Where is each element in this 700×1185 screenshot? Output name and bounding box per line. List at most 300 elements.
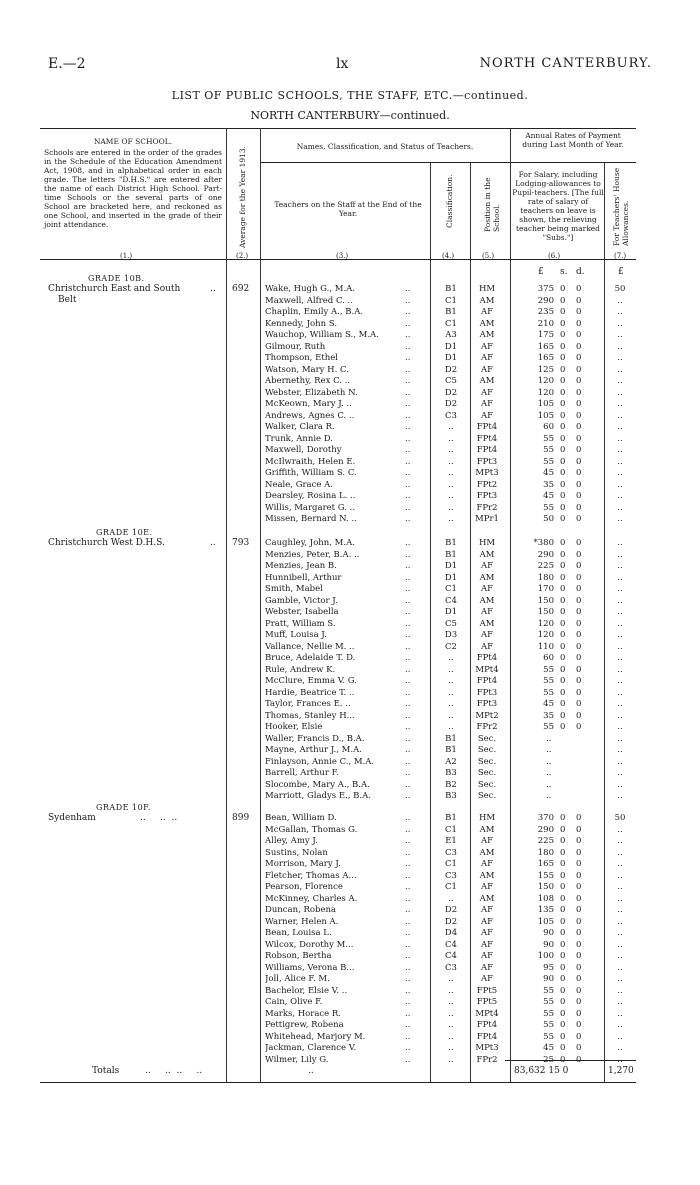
salary-part: 165 [537, 353, 554, 363]
salary-part: 0 [576, 836, 582, 846]
teacher-position: AM [479, 893, 495, 904]
salary-part: 0 [560, 939, 566, 950]
salary-part: 0 [560, 422, 566, 432]
grade-label: GRADE 10E. [96, 528, 153, 537]
teacher-name: Walker, Clara R. [265, 422, 335, 432]
table-row [0, 940, 700, 952]
salary-part: 55 [543, 445, 554, 455]
salary-part: 0 [560, 882, 566, 892]
teacher-house-allowance: .. [617, 514, 623, 524]
teacher-position: FPt5 [476, 997, 498, 1007]
salary-part: 0 [560, 468, 566, 478]
teacher-position: FPt4 [476, 653, 498, 663]
leader-dots: .. [405, 1054, 411, 1065]
teacher-position: FPt3 [476, 687, 498, 698]
teacher-name: Marriott, Gladys E., B.A. [265, 791, 371, 801]
leader-dots: .. [405, 641, 411, 652]
teacher-house-allowance: .. [617, 410, 623, 421]
salary-part: 55 [543, 664, 554, 675]
salary-part: 110 [537, 641, 554, 652]
col-num-7: (7.) [614, 252, 627, 260]
salary-part: 0 [576, 422, 582, 432]
teacher-house-allowance: .. [617, 722, 623, 732]
salary-part: 55 [543, 687, 554, 698]
salary-part: 0 [576, 641, 582, 652]
leader-dots: .. [405, 985, 411, 996]
salary-part: 0 [576, 962, 582, 973]
leader-dots: .. [405, 653, 411, 663]
teacher-house-allowance: .. [617, 364, 623, 375]
salary-part: 0 [560, 859, 566, 869]
teacher-position: Sec. [477, 745, 497, 755]
teacher-name: Gamble, Victor J. [265, 595, 338, 606]
teacher-name: Webster, Elizabeth N. [265, 387, 358, 398]
school-leader-dots: .. [210, 538, 216, 548]
teacher-house-allowance: .. [617, 756, 623, 767]
teacher-name: Pratt, William S. [265, 618, 336, 629]
salary-part: 0 [576, 433, 582, 444]
table-row [0, 307, 700, 319]
teacher-name: Hunnibell, Arthur [265, 572, 342, 583]
salary-part: 0 [576, 595, 582, 606]
leader-dots: .. [405, 491, 411, 501]
teacher-house-allowance: .. [617, 699, 623, 709]
table-row [0, 882, 700, 894]
teacher-name: Rule, Andrew K. [265, 664, 336, 675]
leader-dots: .. [405, 561, 411, 571]
teacher-house-allowance: .. [617, 376, 623, 386]
table-row [0, 825, 700, 837]
salary-part: 90 [543, 974, 554, 984]
school-name: Christchurch West D.H.S. [48, 538, 165, 548]
salary-part: 0 [560, 962, 566, 973]
teacher-name: Vallance, Nellie M. .. [265, 641, 355, 652]
table-row [0, 550, 700, 562]
salary-part: 0 [576, 653, 582, 663]
teacher-classification: .. [448, 710, 454, 721]
salary-part: 0 [576, 664, 582, 675]
table-row [0, 365, 700, 377]
teacher-name: Hardie, Beatrice T. .. [265, 687, 355, 698]
teacher-classification: .. [448, 985, 454, 996]
salary-part: 225 [537, 836, 554, 846]
salary-part: 60 [543, 653, 554, 663]
teacher-position: AF [480, 641, 494, 652]
table-row [0, 480, 700, 492]
table-row [0, 665, 700, 677]
salary-part: 225 [537, 561, 554, 571]
table-row [0, 457, 700, 469]
salary-part: 55 [543, 456, 554, 467]
salary-part: 120 [537, 376, 554, 386]
salary-part: 0 [560, 387, 566, 398]
salary-part: 0 [576, 893, 582, 904]
leader-dots: .. [405, 456, 411, 467]
page-number: lx [336, 56, 349, 72]
teacher-house-allowance: 50 [614, 284, 626, 294]
teacher-house-allowance: .. [617, 1020, 623, 1030]
teacher-classification: B3 [445, 768, 457, 778]
leader-dots: .. [405, 399, 411, 409]
school-leader-dots: .. .. .. [140, 813, 178, 823]
school-col-note: Schools are entered in the order of the grades in the Schedule of the Education Amendment Act, 1908, and in alphabetical order in each grade. The letters "D.H.S." are entered after the name of each District High School. Part-time Schools or the several parts of one School are bracketed here, and reckoned as one School, and inserted in the grade of their joint attendance. [44, 148, 222, 229]
salary-part: 0 [576, 997, 582, 1007]
table-row [0, 711, 700, 723]
salary-part: 0 [576, 618, 582, 629]
salary-part: 35 [543, 479, 554, 490]
salary-part: 0 [576, 330, 582, 340]
teacher-name: Taylor, Frances E. .. [265, 699, 351, 709]
leader-dots: .. [405, 295, 411, 306]
leader-dots: .. [405, 1020, 411, 1030]
teacher-name: Duncan, Robena [265, 905, 337, 915]
leader-dots: .. [405, 538, 411, 548]
teacher-name: Barrell, Arthur F. [265, 768, 339, 778]
teacher-position: FPt4 [476, 433, 498, 444]
teacher-classification: .. [448, 893, 454, 904]
teacher-house-allowance: .. [617, 341, 623, 352]
teacher-classification: A3 [445, 330, 457, 340]
teacher-name: McKinney, Charles A. [265, 893, 358, 904]
salary-part: 0 [560, 687, 566, 698]
teacher-name: Kennedy, John S. [265, 318, 338, 329]
salary-part: 0 [560, 699, 566, 709]
teacher-house-allowance: .. [617, 836, 623, 846]
table-row [0, 607, 700, 619]
salary-part: 0 [576, 410, 582, 421]
table-row [0, 997, 700, 1009]
salary-part: 0 [560, 479, 566, 490]
leader-dots: .. [405, 905, 411, 915]
teacher-name: Hooker, Elsie [265, 722, 323, 732]
annual-head-rule [510, 162, 636, 163]
salary-part: 55 [543, 1008, 554, 1019]
salary-part: 0 [576, 318, 582, 329]
leader-dots: .. [405, 962, 411, 973]
salary-part: 0 [560, 491, 566, 501]
page-section: NORTH CANTERBURY. [479, 56, 652, 71]
leader-dots: .. [405, 330, 411, 340]
leader-dots: .. [405, 549, 411, 560]
salary-part: 0 [576, 491, 582, 501]
table-row [0, 411, 700, 423]
salary-part: 0 [576, 387, 582, 398]
leader-dots: .. [405, 1031, 411, 1042]
salary-part: 210 [537, 318, 554, 329]
leader-dots: .. [405, 595, 411, 606]
salary-part: 0 [560, 985, 566, 996]
leader-dots: .. [405, 768, 411, 778]
table-row [0, 422, 700, 434]
teacher-house-allowance: .. [617, 1031, 623, 1042]
teacher-house-allowance: .. [617, 733, 623, 744]
teacher-position: AM [479, 595, 495, 606]
leader-dots: .. [405, 893, 411, 904]
house-col-head: For Teachers' House Allowances. [612, 167, 630, 246]
teacher-house-allowance: .. [617, 422, 623, 432]
teacher-classification: B1 [445, 733, 457, 744]
teacher-position: MPt3 [475, 1043, 499, 1053]
teacher-position: AF [480, 353, 494, 363]
teacher-name: Willis, Margaret G. .. [265, 502, 356, 513]
salary-part: 0 [576, 364, 582, 375]
salary-part: 0 [576, 572, 582, 583]
table-row [0, 722, 700, 734]
col-num-1: (1.) [120, 252, 133, 260]
teacher-house-allowance: .. [617, 502, 623, 513]
teacher-house-allowance: .. [617, 330, 623, 340]
teacher-name: Griffith, William S. C. [265, 468, 357, 478]
teacher-house-allowance: .. [617, 445, 623, 455]
teacher-classification: .. [448, 1031, 454, 1042]
salary-part: 0 [560, 641, 566, 652]
salary-part: 0 [560, 653, 566, 663]
teacher-position: MPr1 [475, 514, 499, 524]
teacher-position: Sec. [477, 756, 497, 767]
table-top-rule [40, 128, 636, 129]
teacher-position: Sec. [477, 768, 497, 778]
teacher-house-allowance: .. [617, 847, 623, 858]
teacher-house-allowance: .. [617, 962, 623, 973]
teacher-house-allowance: .. [617, 456, 623, 467]
salary-part: 55 [543, 502, 554, 513]
salary-part: 0 [560, 538, 566, 548]
school-average: 692 [232, 284, 250, 294]
table-row [0, 561, 700, 573]
teacher-house-allowance: .. [617, 916, 623, 927]
salary-part: 0 [576, 699, 582, 709]
salary-part: 0 [576, 722, 582, 732]
teacher-house-allowance: .. [617, 928, 623, 938]
teacher-house-allowance: .. [617, 433, 623, 444]
teacher-house-allowance: .. [617, 561, 623, 571]
teacher-name: McGallan, Thomas G. [265, 824, 358, 835]
leader-dots: .. [405, 722, 411, 732]
table-row [0, 376, 700, 388]
leader-dots: .. [405, 479, 411, 490]
teacher-position: FPr2 [476, 722, 498, 732]
table-row [0, 791, 700, 803]
table-row [0, 768, 700, 780]
table-row [0, 917, 700, 929]
teacher-house-allowance: .. [617, 479, 623, 490]
leader-dots: .. [405, 318, 411, 329]
teacher-name: Finlayson, Annie C., M.A. [265, 756, 375, 767]
teacher-classification: .. [448, 1020, 454, 1030]
teacher-position: AF [480, 928, 494, 938]
teacher-classification: .. [448, 1054, 454, 1065]
salary-part: 120 [537, 630, 554, 640]
teacher-classification: C3 [445, 962, 457, 973]
teacher-house-allowance: .. [617, 939, 623, 950]
teacher-house-allowance: .. [617, 768, 623, 778]
leader-dots: .. [405, 824, 411, 835]
table-row [0, 963, 700, 975]
teacher-house-allowance: .. [617, 607, 623, 617]
salary-part: 0 [560, 664, 566, 675]
col-num-4: (4.) [442, 252, 455, 260]
salary-part: 0 [560, 951, 566, 961]
teacher-name: Webster, Isabella [265, 607, 339, 617]
leader-dots: .. [405, 341, 411, 352]
teacher-house-allowance: .. [617, 893, 623, 904]
salary-part: 45 [543, 468, 554, 478]
teacher-name: Gilmour, Ruth [265, 341, 326, 352]
teacher-position: AM [479, 572, 495, 583]
salary-part: 45 [543, 1043, 554, 1053]
salary-part: 0 [560, 1031, 566, 1042]
salary-part: 0 [576, 951, 582, 961]
table-row [0, 445, 700, 457]
teacher-name: Sustins, Nolan [265, 847, 328, 858]
leader-dots: .. [405, 630, 411, 640]
teacher-position: AM [479, 618, 495, 629]
table-row [0, 514, 700, 526]
teacher-classification: .. [448, 502, 454, 513]
salary-part: 0 [576, 284, 582, 294]
teacher-name: Jackman, Clarence V. [265, 1043, 357, 1053]
leader-dots: .. [405, 687, 411, 698]
salary-part: 0 [576, 607, 582, 617]
salary-part: 108 [537, 893, 554, 904]
salary-part: 0 [560, 445, 566, 455]
teacher-house-allowance: .. [617, 1054, 623, 1065]
leader-dots: .. [405, 1043, 411, 1053]
teacher-house-allowance: .. [617, 572, 623, 583]
teacher-name: Waller, Francis D., B.A. [265, 733, 365, 744]
teacher-classification: D2 [444, 905, 458, 915]
salary-part: 375 [537, 284, 554, 294]
col-num-5: (5.) [482, 252, 495, 260]
teacher-name: Menzies, Peter, B.A. .. [265, 549, 360, 560]
col-num-3: (3.) [336, 252, 349, 260]
teacher-classification: .. [448, 468, 454, 478]
table-row [0, 596, 700, 608]
salary-part: 0 [576, 538, 582, 548]
teacher-classification: C1 [445, 318, 457, 329]
salary-part: 90 [543, 928, 554, 938]
teacher-position: AF [480, 630, 494, 640]
teacher-house-allowance: .. [617, 745, 623, 755]
salary-part: 0 [560, 341, 566, 352]
teacher-house-allowance: .. [617, 307, 623, 317]
table-row [0, 1032, 700, 1044]
table-row [0, 1020, 700, 1032]
position-col-head: Position in the School. [483, 177, 501, 232]
teacher-house-allowance: .. [617, 295, 623, 306]
salary-part: 0 [560, 928, 566, 938]
table-row [0, 859, 700, 871]
salary-part: 175 [537, 330, 554, 340]
salary-part: 0 [576, 1043, 582, 1053]
salary-part: 0 [576, 1031, 582, 1042]
teacher-position: FPt4 [476, 676, 498, 686]
teacher-name: Missen, Bernard N. .. [265, 514, 357, 524]
teacher-classification: C1 [445, 584, 457, 594]
leader-dots: .. [405, 779, 411, 790]
salary-part: 290 [537, 549, 554, 560]
teacher-name: Menzies, Jean B. [265, 561, 337, 571]
leader-dots: .. [405, 882, 411, 892]
salary-part: 180 [537, 572, 554, 583]
leader-dots: .. [405, 284, 411, 294]
teacher-classification: .. [448, 974, 454, 984]
salary-part: 0 [576, 456, 582, 467]
teacher-classification: D3 [444, 630, 458, 640]
salary-part: 0 [576, 905, 582, 915]
teacher-name: Bean, Louisa L. [265, 928, 332, 938]
teacher-classification: B1 [445, 745, 457, 755]
teacher-position: FPt4 [476, 422, 498, 432]
teacher-classification: .. [448, 433, 454, 444]
teacher-salary: .. [546, 768, 552, 778]
leader-dots: .. [405, 813, 411, 823]
salary-part: 0 [560, 353, 566, 363]
teacher-name: Trunk, Annie D. [265, 433, 333, 444]
salary-part: 0 [560, 595, 566, 606]
teacher-classification: C5 [445, 376, 457, 386]
teacher-classification: .. [448, 479, 454, 490]
grade-label: GRADE 10B. [88, 274, 145, 283]
teacher-position: AM [479, 847, 495, 858]
teacher-position: FPr2 [476, 502, 498, 513]
teacher-name: Caughley, John, M.A. [265, 538, 355, 548]
salary-part: 0 [560, 813, 566, 823]
table-row [0, 986, 700, 998]
teacher-classification: B1 [445, 538, 457, 548]
teacher-position: AM [479, 330, 495, 340]
teacher-position: AM [479, 549, 495, 560]
salary-part: 0 [560, 1043, 566, 1053]
teacher-position: AF [480, 905, 494, 915]
salary-part: 0 [560, 997, 566, 1007]
teacher-position: AF [480, 974, 494, 984]
table-row [0, 836, 700, 848]
teacher-classification: D1 [444, 561, 458, 571]
leader-dots: .. [405, 916, 411, 927]
salary-part: 155 [537, 870, 554, 881]
salary-part: 0 [560, 847, 566, 858]
teacher-position: AF [480, 882, 494, 892]
table-row [0, 330, 700, 342]
salary-part: 0 [576, 341, 582, 352]
teachers-head-rule [260, 162, 510, 163]
teacher-name: Smith, Mabel [265, 584, 323, 594]
leader-dots: .. [405, 939, 411, 950]
leader-dots: .. [405, 870, 411, 881]
table-row [0, 503, 700, 515]
teacher-classification: B1 [445, 284, 457, 294]
salary-part: 0 [560, 284, 566, 294]
salary-part: 150 [537, 595, 554, 606]
teacher-name: Chaplin, Emily A., B.A. [265, 307, 364, 317]
teacher-name: Watson, Mary H. C. [265, 364, 349, 375]
leader-dots: .. [405, 745, 411, 755]
table-row [0, 642, 700, 654]
teacher-position: FPt4 [476, 445, 498, 455]
leader-dots: .. [405, 710, 411, 721]
teacher-position: AM [479, 824, 495, 835]
table-row [0, 1043, 700, 1055]
salary-part: 0 [560, 330, 566, 340]
teachers-col-sub: Teachers on the Staff at the End of the Year. [274, 200, 422, 218]
salary-part: 0 [560, 376, 566, 386]
teacher-classification: D1 [444, 353, 458, 363]
teacher-position: FPt4 [476, 1020, 498, 1030]
teacher-house-allowance: .. [617, 1043, 623, 1053]
school-name-cont: Belt [58, 295, 77, 305]
teacher-name: Slocombe, Mary A., B.A. [265, 779, 370, 790]
